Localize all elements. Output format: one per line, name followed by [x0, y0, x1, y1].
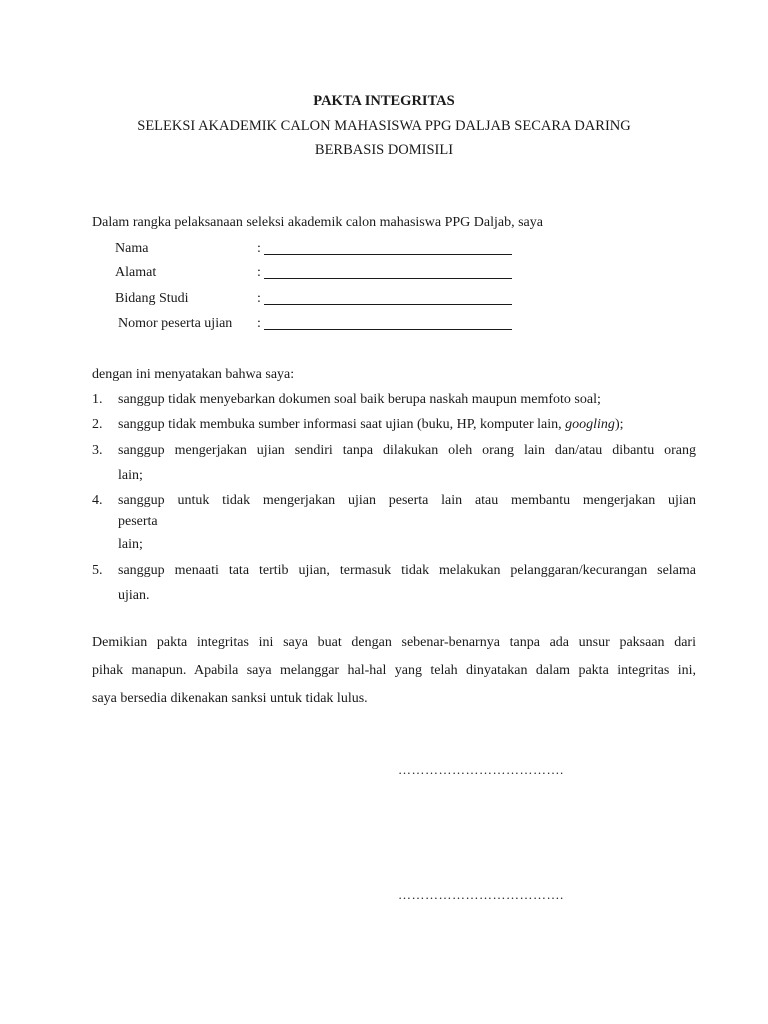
list-item-text: sanggup menaati tata tertib ujian, termasuk tidak melakukan pelanggaran/kecurangan selama: [118, 563, 696, 578]
list-item-text: sanggup untuk tidak mengerjakan ujian peserta lain atau membantu mengerjakan ujian: [118, 493, 696, 508]
closing-paragraph: [92, 629, 696, 713]
list-item-number: 1.: [92, 392, 103, 407]
field-line-alamat[interactable]: [264, 264, 512, 279]
field-label-bidang-studi: Bidang Studi: [115, 291, 189, 306]
field-line-bidang-studi[interactable]: [264, 290, 512, 305]
field-label-nomor-peserta: Nomor peserta ujian: [118, 316, 233, 331]
statement-text: dengan ini menyatakan bahwa saya:: [92, 367, 295, 382]
list-item-number: 3.: [92, 443, 103, 458]
list-item-emphasis: googling: [565, 417, 615, 432]
list-item-text-part: );: [614, 417, 624, 432]
document-title: PAKTA INTEGRITAS: [313, 93, 455, 109]
field-colon: :: [257, 241, 261, 256]
list-item-text-continued: ujian.: [118, 588, 150, 603]
list-item-number: 2.: [92, 417, 103, 432]
list-item-text-continued: lain;: [118, 537, 143, 552]
list-item-text-part: sanggup tidak membuka sumber informasi saat ujian (buku, HP, komputer lain,: [118, 417, 566, 432]
field-colon: :: [257, 291, 261, 306]
field-line-nomor-peserta[interactable]: [264, 315, 512, 330]
field-line-nama[interactable]: [264, 240, 512, 255]
list-item-text-continued: peserta: [118, 514, 158, 529]
list-item-number: 4.: [92, 493, 103, 508]
signature-place-date: ……………………………….: [398, 762, 564, 777]
list-item-text-continued: lain;: [118, 468, 143, 483]
closing-line: saya bersedia dikenakan sanksi untuk tidak lulus.: [92, 691, 368, 706]
list-item-text: sanggup mengerjakan ujian sendiri tanpa dilakukan oleh orang lain dan/atau dibantu orang: [118, 443, 696, 458]
closing-line: Demikian pakta integritas ini saya buat dengan sebenar-benarnya tanpa ada unsur paksaan dari: [92, 635, 696, 650]
list-item-text: [118, 417, 696, 433]
document-subtitle-line1: SELEKSI AKADEMIK CALON MAHASISWA PPG DALJAB SECARA DARING: [137, 118, 631, 134]
document-subtitle-line2: BERBASIS DOMISILI: [314, 142, 454, 158]
signature-name: ……………………………….: [398, 887, 564, 902]
list-item-number: 5.: [92, 563, 103, 578]
field-colon: :: [257, 265, 261, 280]
list-item-text: sanggup tidak menyebarkan dokumen soal baik berupa naskah maupun memfoto soal;: [118, 392, 601, 407]
intro-text: Dalam rangka pelaksanaan seleksi akademik calon mahasiswa PPG Daljab, saya: [92, 215, 543, 230]
field-label-alamat: Alamat: [115, 265, 157, 280]
closing-line: pihak manapun. Apabila saya melanggar hal-hal yang telah dinyatakan dalam pakta integritas ini,: [92, 663, 696, 678]
field-label-nama: Nama: [115, 241, 149, 256]
field-colon: :: [257, 316, 261, 331]
